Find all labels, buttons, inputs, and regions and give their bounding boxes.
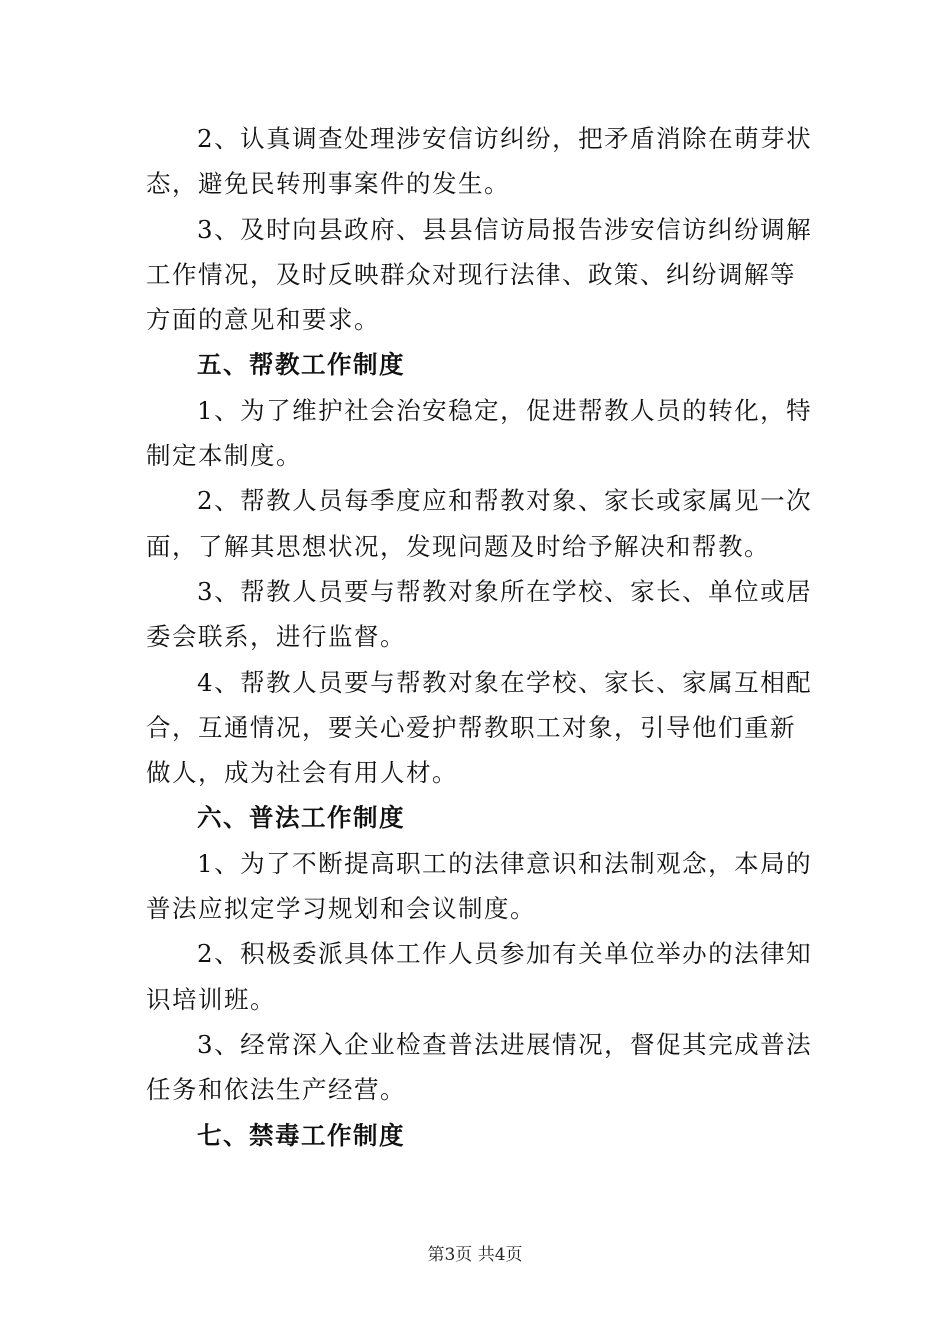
paragraph-line: 4、帮教人员要与帮教对象在学校、家长、家属互相配: [197, 667, 813, 697]
paragraph-line: 识培训班。: [146, 984, 276, 1014]
paragraph-line: 面，了解其思想状况，发现问题及时给予解决和帮教。: [146, 531, 770, 561]
document-body: [146, 116, 813, 1158]
paragraph-line: 2、帮教人员每季度应和帮教对象、家长或家属见一次: [197, 486, 813, 516]
section-heading: 六、普法工作制度: [197, 803, 405, 833]
paragraph-line: 制定本制度。: [146, 441, 302, 471]
paragraph-line: 合，互通情况，要关心爱护帮教职工对象，引导他们重新: [146, 712, 796, 742]
paragraph-line: 3、帮教人员要与帮教对象所在学校、家长、单位或居: [197, 576, 813, 606]
paragraph-line: 态，避免民转刑事案件的发生。: [146, 169, 510, 199]
paragraph-line: 1、为了不断提高职工的法律意识和法制观念，本局的: [197, 848, 813, 878]
paragraph-line: 2、认真调查处理涉安信访纠纷，把矛盾消除在萌芽状: [197, 124, 813, 153]
paragraph-line: 做人，成为社会有用人材。: [146, 758, 458, 788]
paragraph-line: 普法应拟定学习规划和会议制度。: [146, 894, 536, 924]
paragraph-line: 工作情况，及时反映群众对现行法律、政策、纠纷调解等: [146, 259, 796, 289]
paragraph-line: 委会联系，进行监督。: [146, 622, 406, 652]
paragraph-line: 3、及时向县政府、县县信访局报告涉安信访纠纷调解: [197, 214, 813, 244]
page-number-footer: 第3页 共4页: [427, 1245, 523, 1265]
paragraph-line: 1、为了维护社会治安稳定，促进帮教人员的转化，特: [197, 395, 813, 425]
section-heading: 七、禁毒工作制度: [197, 1120, 405, 1150]
section-heading: 五、帮教工作制度: [197, 350, 405, 380]
paragraph-line: 3、经常深入企业检查普法进展情况，督促其完成普法: [197, 1029, 813, 1059]
paragraph-line: 方面的意见和要求。: [146, 305, 380, 335]
paragraph-line: 2、积极委派具体工作人员参加有关单位举办的法律知: [197, 939, 813, 969]
paragraph-line: 任务和依法生产经营。: [146, 1075, 406, 1105]
